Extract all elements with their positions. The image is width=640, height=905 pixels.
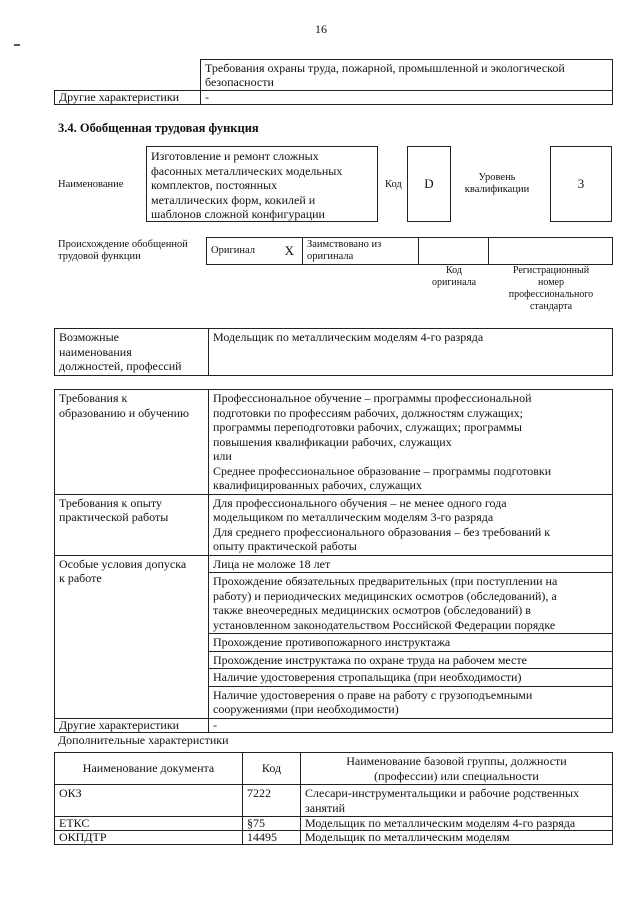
additional-header-row: [55, 753, 613, 785]
experience-line: Для профессионального обучения – не менее одного года: [213, 495, 507, 510]
education-line: квалифицированных рабочих, служащих: [213, 478, 422, 492]
additional-code: §75: [243, 817, 301, 831]
level-label-line: квалификации: [464, 184, 530, 195]
positions-label-line: должностей, профессий: [59, 359, 182, 373]
positions-label-line: наименования: [59, 344, 132, 359]
additional-doc: ОКЗ: [55, 785, 243, 817]
education-label-line: Требования к: [59, 391, 128, 405]
additional-name-line: Модельщик по металлическим моделям: [305, 830, 510, 844]
registration-caption: [490, 265, 612, 313]
conditions-line: Наличие удостоверения о праве на работу с грузоподъемными: [213, 687, 533, 702]
positions-label: [55, 329, 209, 376]
education-label-line: образованию и обучению: [59, 405, 189, 420]
additional-title: Дополнительные характеристики: [58, 733, 229, 747]
top-table: [54, 59, 613, 105]
experience-label-line: Требования к опыту: [59, 495, 162, 510]
function-name-line: фасонных металлических модельных: [151, 163, 343, 178]
conditions-label: [55, 555, 209, 718]
origin-label-line: Происхождение обобщенной: [58, 239, 188, 250]
education-value: [209, 390, 613, 495]
conditions-label-line: Особые условия допуска: [59, 556, 187, 571]
other-label: [55, 718, 209, 732]
education-label: [55, 390, 209, 495]
experience-label-line: практической работы: [59, 510, 169, 524]
conditions-line: Лица не моложе 18 лет: [213, 556, 331, 571]
positions-row: [55, 329, 613, 376]
requirements-row-other: [55, 718, 613, 732]
education-line: подготовки по профессиям рабочих, должностям служащих;: [213, 405, 523, 420]
positions-value: [209, 329, 613, 376]
additional-header-doc: Наименование документа: [55, 753, 243, 785]
additional-header-code: Код: [243, 753, 301, 785]
code-value-box: [407, 146, 451, 222]
top-table-label: Другие характеристики: [55, 91, 201, 105]
table-row: [55, 831, 613, 845]
function-name-line: комплектов, постоянных: [151, 178, 278, 192]
name-label: Наименование: [58, 179, 124, 190]
conditions-item: [209, 651, 613, 669]
registration-number-cell: [489, 238, 613, 265]
experience-label: [55, 494, 209, 555]
top-table-requirement-cell: [201, 60, 613, 91]
additional-header-name-line: (профессии) или специальности: [374, 768, 539, 783]
additional-name-line: занятий: [305, 800, 346, 815]
level-value-box: [550, 146, 612, 222]
conditions-line: Прохождение инструктажа по охране труда на рабочем месте: [213, 652, 527, 667]
additional-name-line: Модельщик по металлическим моделям 4-го разряда: [305, 816, 576, 830]
conditions-item: [209, 555, 613, 573]
page-number: 16: [315, 22, 327, 36]
origin-table: [206, 237, 613, 265]
conditions-item: [209, 669, 613, 687]
original-label: Оригинал: [211, 245, 255, 256]
additional-table: [54, 752, 613, 845]
positions-value-line: Модельщик по металлическим моделям 4-го разряда: [213, 330, 484, 344]
top-table-empty-cell: [55, 60, 201, 91]
table-row: [55, 785, 613, 817]
conditions-item: [209, 634, 613, 652]
registration-caption-line: профессионального: [508, 289, 594, 300]
function-name-line: Изготовление и ремонт сложных: [151, 149, 319, 163]
borrowed-cell: [303, 238, 419, 265]
borrowed-line: Заимствовано из: [307, 239, 382, 250]
conditions-line: работу) и периодических медицинских осмотров (обследований), а: [213, 588, 557, 603]
code-label: Код: [385, 179, 402, 190]
conditions-line: Наличие удостоверения стропальщика (при необходимости): [213, 670, 522, 684]
top-table-value: -: [201, 91, 613, 105]
additional-name: [301, 785, 613, 817]
additional-doc: ЕТКС: [55, 817, 243, 831]
code-caption-line: оригинала: [431, 277, 477, 288]
origin-label-line: трудовой функции: [58, 251, 141, 262]
conditions-line: также внеочередных медицинских осмотров (обследований) в: [213, 603, 531, 617]
section-title: 3.4. Обобщенная трудовая функция: [58, 121, 259, 135]
additional-doc: ОКПДТР: [55, 831, 243, 845]
requirements-table: [54, 389, 613, 733]
level-value: 3: [577, 176, 585, 191]
original-mark: X: [284, 243, 294, 258]
education-line: Среднее профессиональное образование – программы подготовки: [213, 463, 552, 478]
education-line: Профессиональное обучение – программы профессиональной: [213, 391, 532, 405]
requirements-row-experience: [55, 494, 613, 555]
requirements-row-education: [55, 390, 613, 495]
registration-caption-line: Регистрационный: [512, 265, 590, 276]
code-value: D: [424, 176, 434, 191]
experience-line: Для среднего профессионального образования – без требований к: [213, 524, 551, 539]
conditions-line: сооружениями (при необходимости): [213, 702, 399, 716]
additional-header-name: [301, 753, 613, 785]
requirements-row-conditions: [55, 555, 613, 573]
education-line: повышения квалификации рабочих, служащих: [213, 434, 452, 449]
original-cell: [207, 238, 303, 265]
registration-caption-line: стандарта: [529, 301, 573, 312]
other-value: [209, 718, 613, 732]
conditions-item: [209, 573, 613, 634]
additional-name: [301, 817, 613, 831]
other-label-line: Другие характеристики: [59, 717, 180, 732]
conditions-line: Прохождение обязательных предварительных (при поступлении на: [213, 574, 558, 588]
level-label-line: Уровень: [478, 172, 516, 183]
other-line: -: [213, 717, 217, 732]
top-table-row: [55, 60, 613, 91]
code-caption-line: Код: [446, 265, 462, 276]
table-row: [55, 817, 613, 831]
additional-name: [301, 831, 613, 845]
code-caption: [418, 265, 490, 289]
conditions-line: установленном законодательством Российской Федерации порядке: [213, 617, 556, 632]
origin-row: [207, 238, 613, 265]
conditions-item: [209, 686, 613, 718]
conditions-label-line: к работе: [59, 571, 102, 585]
conditions-line: Прохождение противопожарного инструктажа: [213, 635, 451, 649]
margin-mark: [14, 44, 20, 46]
top-table-line: безопасности: [205, 75, 274, 89]
positions-label-line: Возможные: [59, 330, 119, 344]
origin-label: [58, 239, 188, 263]
function-name-line: шаблонов сложной конфигурации: [151, 207, 325, 221]
borrowed-line: оригинала: [307, 251, 354, 262]
additional-code: 7222: [243, 785, 301, 817]
level-label: [455, 172, 539, 196]
additional-code: 14495: [243, 831, 301, 845]
positions-table: [54, 328, 613, 376]
registration-caption-line: номер: [538, 277, 564, 288]
top-table-line: Требования охраны труда, пожарной, промышленной и экологической: [205, 61, 565, 75]
function-name-line: металлических форм, кокилей и: [151, 192, 316, 207]
additional-name-line: Слесари-инструментальщики и рабочие родственных: [305, 786, 580, 800]
experience-line: опыту практической работы: [213, 539, 357, 553]
experience-value: [209, 494, 613, 555]
original-code-cell: [419, 238, 489, 265]
experience-line: модельщиком по металлическим моделям 3-го разряда: [213, 510, 494, 524]
education-line: или: [213, 449, 232, 463]
additional-header-name-line: Наименование базовой группы, должности: [346, 754, 567, 768]
education-line: программы переподготовки рабочих, служащих; программы: [213, 420, 522, 434]
function-name-box: [146, 146, 378, 222]
top-table-row: [55, 91, 613, 105]
